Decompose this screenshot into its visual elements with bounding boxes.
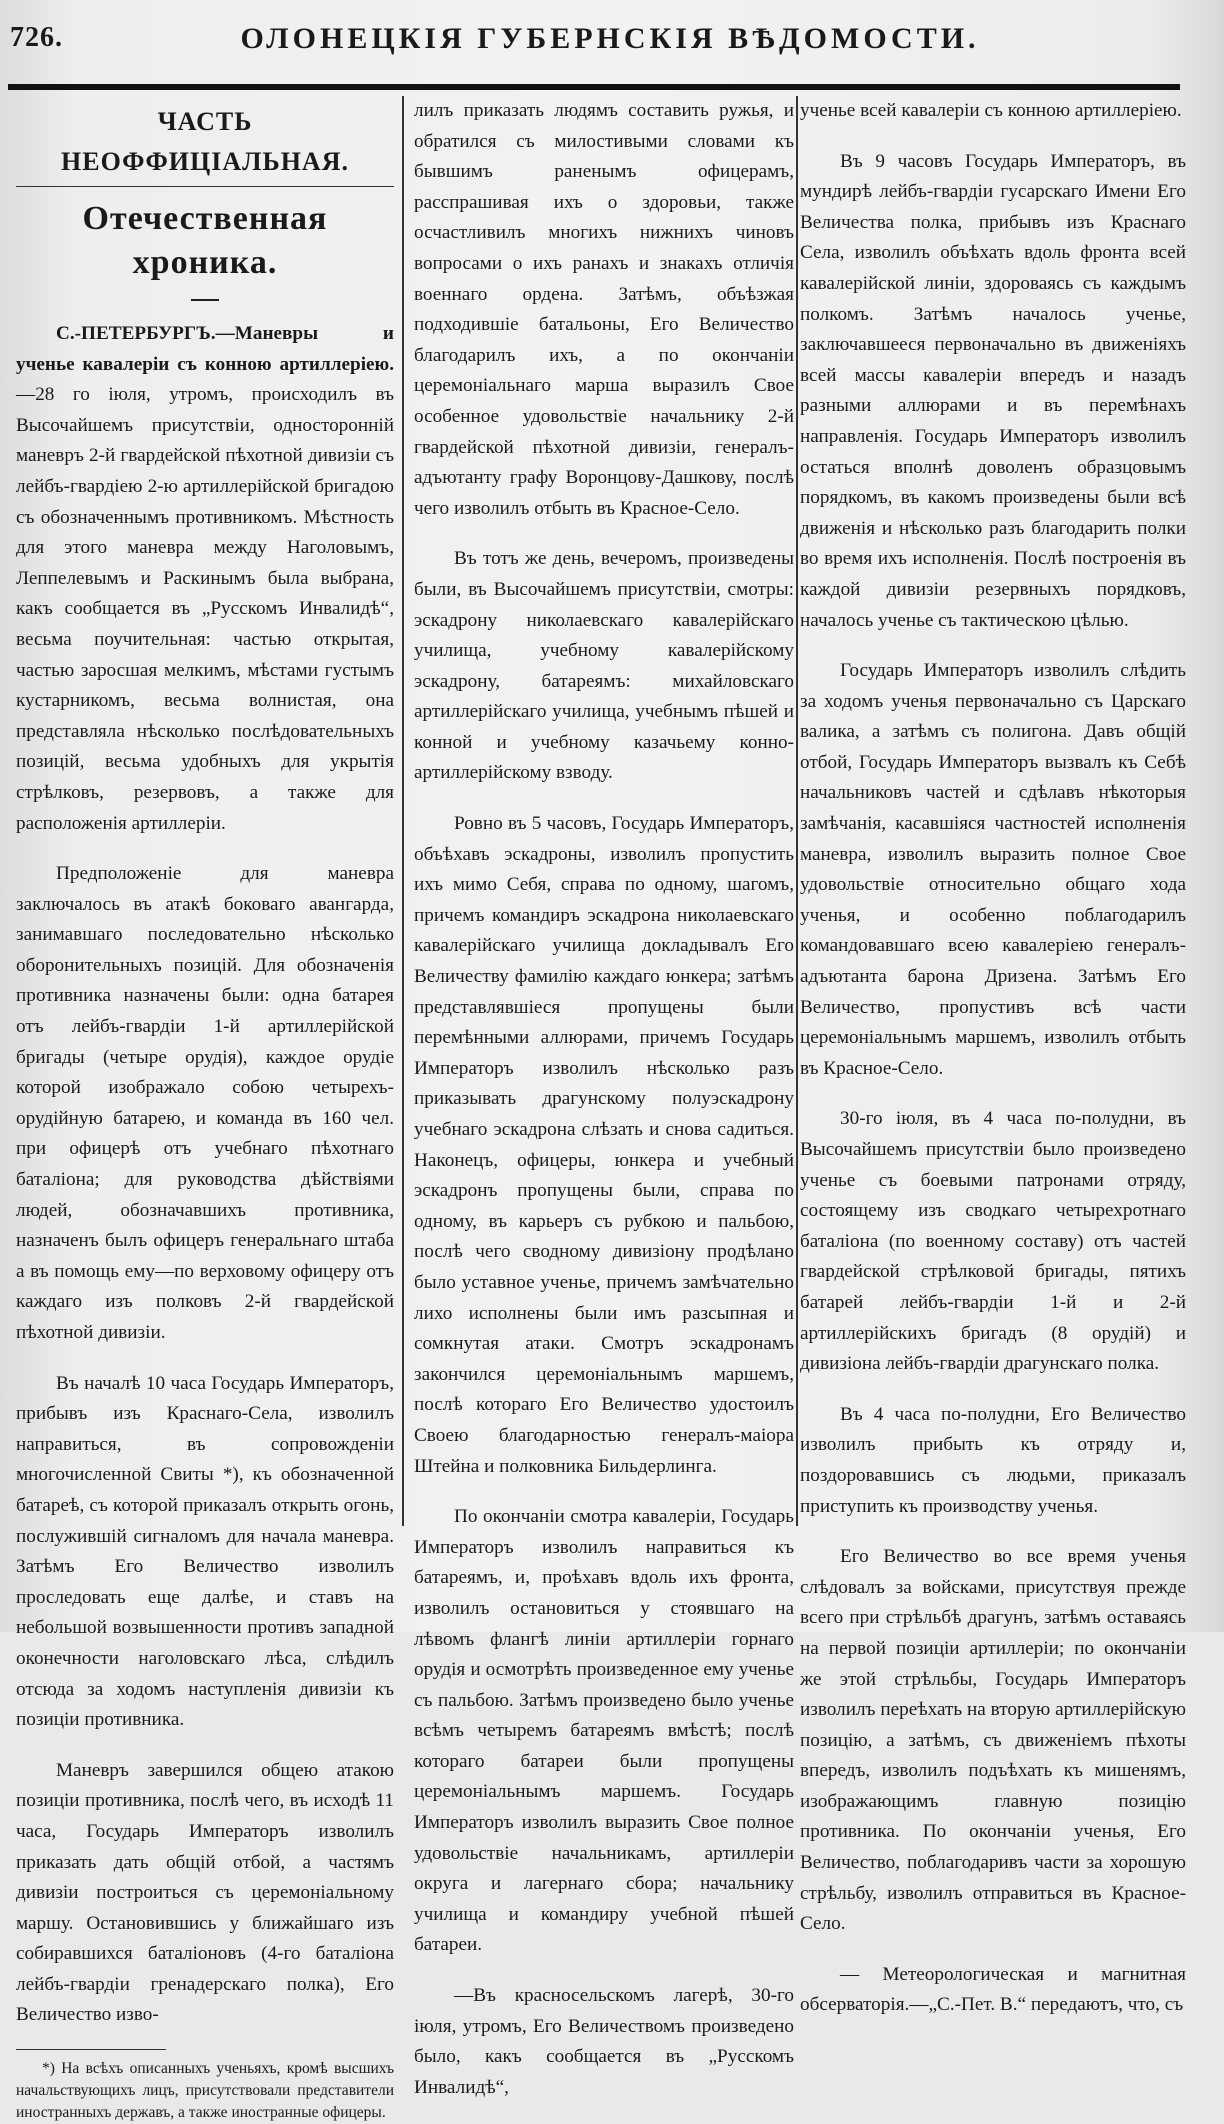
article-lead-text: —28 го іюля, утромъ, происходилъ въ Высочайшемъ присутствіи, односторонній маневръ 2-й гвардейской пѣхотной дивизіи съ лейбъ-гвардіею 2-ю артиллерійской бригадою съ обозначеннымъ противникомъ. Мѣстность для этого маневра между Наголовымъ, Леппелевымъ и Раскинымъ была выбрана, какъ сообщается въ „Русскомъ Инвалидѣ“, весьма поучительная: частью открытая, частью заросшая мелкимъ, мѣстами густымъ кустарникомъ, весьма волнистая, она представляла нѣсколько послѣдовательныхъ позицій, весьма удобныхъ для укрытія стрѣлковъ, резервовъ, а также для расположенія артиллеріи. (16, 384, 394, 834)
footnote: *) На всѣхъ описанныхъ ученьяхъ, кромѣ высшихъ начальствующихъ лицъ, присутствовали представители иностранныхъ державъ, а также иностранные офицеры. (16, 2060, 394, 2122)
newspaper-title: ОЛОНЕЦКІЯ ГУБЕРНСКІЯ ВѢДОМОСТИ. (240, 22, 980, 55)
rubric-heading: Отечественная хроника. (82, 200, 328, 281)
article-paragraph: ученье всей кавалеріи съ конною артиллеріею. (800, 100, 1182, 121)
article-paragraph: Государь Императоръ изволилъ слѣдить за ходомъ ученья первоначально съ Царскаго валика, а затѣмъ съ полигона. Давъ общій отбой, Государь Императоръ вызвалъ къ Себѣ начальниковъ частей и сдѣлавъ нѣкоторыя замѣчанія, касавшіяся частностей исполненія маневра, изволилъ выразить полное Свое удовольствіе относительно общаго хода ученья, и особенно поблагодарилъ командовавшаго всею кавалеріею генералъ-адъютанта барона Дризена. Затѣмъ Его Величество, пропустивъ всѣ части церемоніальнымъ маршемъ, изволилъ отбыть въ Красное-Село. (800, 660, 1186, 1079)
article-paragraph (16, 319, 394, 839)
article-paragraph: Въ 4 часа по-полудни, Его Величество изволилъ прибыть къ отряду и, поздоровавшись съ людьми, приказалъ приступить къ производству ученья. (800, 1403, 1186, 1517)
footnote-rule (16, 2049, 166, 2050)
page-number: 726. (10, 22, 63, 53)
article-paragraph: Его Величество во все время ученья слѣдовалъ за войсками, присутствуя прежде всего при стрѣльбѣ драгунъ, затѣмъ оставаясь на первой позиціи артиллеріи; по окончаніи же этой стрѣльбы, Государь Императоръ изволилъ переѣхать на вторую артиллерійскую позицію, а затѣмъ, съ движеніемъ пѣхоты впередъ, изволилъ подъѣхать къ мишенямъ, изображающимъ главную позицію противника. По окончаніи ученья, Его Величество, поблагодаривъ части за хорошую стрѣльбу, изволилъ отправиться въ Красное-Село. (800, 1546, 1186, 1935)
article-paragraph: Въ 9 часовъ Государь Императоръ, въ мундирѣ лейбъ-гвардіи гусарскаго Имени Его Величества полка, прибывъ изъ Краснаго Села, изволилъ объѣхать вдоль фронта всей кавалерійской линіи, здороваясь съ каждымъ полкомъ. Затѣмъ началось ученье, заключавшееся первоначально въ движеніяхъ всей массы кавалеріи впередъ и назадъ разными аллюрами и въ перемѣнахъ направленія. Государь Императоръ изволилъ остаться вполнѣ доволенъ образцовымъ порядкомъ, въ какомъ произведены были всѣ движенія и нѣсколько разъ благодарить полки во время ихъ исполненія. Послѣ построенія въ каждой дивизіи резервныхъ порядковъ, началось ученье съ тактическою цѣлью. (800, 150, 1186, 631)
column-1 (16, 96, 394, 2124)
article-lead: С.-ПЕТЕРБУРГЪ.—Маневры и ученье кавалеріи съ конною артиллеріею. (16, 323, 394, 375)
column-divider (796, 96, 798, 1526)
article-paragraph: лилъ приказать людямъ составить ружья, и обратился съ милостивыми словами къ бывшимъ раненымъ офицерамъ, расспрашивая ихъ о здоровьи, также осчастливилъ многихъ нижнихъ чиновъ вопросами о ихъ ранахъ и знакахъ отличія военнаго ордена. Затѣмъ, объѣзжая подходившіе батальоны, Его Величество благодарилъ ихъ, а по окончаніи церемоніальнаго марша выразилъ Свое особенное удовольствіе начальнику 2-й гвардейской пѣхотной дивизіи, генералъ-адъютанту графу Воронцову-Дашкову, послѣ чего изволилъ отбыть въ Красное-Село. (414, 100, 794, 519)
article-paragraph: Въ началѣ 10 часа Государь Императоръ, прибывъ изъ Краснаго-Села, изволилъ направиться, въ сопровожденіи многочисленной Свиты *), къ обозначенной батареѣ, съ которой приказалъ открыть огонь, послужившій сигналомъ для начала маневра. Затѣмъ Его Величество изволилъ проследовать еще далѣе, и ставъ на небольшой возвышенности противъ западной оконечности наголовскаго лѣса, слѣдилъ отсюда за ходомъ наступленія дивизіи къ позиціи противника. (16, 1372, 394, 1731)
article-paragraph: Маневръ завершился общею атакою позиціи противника, послѣ чего, въ исходѣ 11 часа, Государь Императоръ изволилъ приказать дать общій отбой, а частямъ дивизіи построиться съ церемоніальному маршу. Остановившись у ближайшаго изъ собиравшихся баталіоновъ (4-го баталіона лейбъ-гвардіи гренадерскаго полка), Его Величество изво- (16, 1759, 394, 2026)
column-3 (800, 96, 1186, 2021)
article-paragraph: —Въ красносельскомъ лагерѣ, 30-го іюля, утромъ, Его Величествомъ произведено было, какъ сообщается въ „Русскомъ Инвалидѣ“, (414, 1985, 794, 2098)
article-paragraph: Въ тотъ же день, вечеромъ, произведены были, въ Высочайшемъ присутствіи, смотры: эскадрону николаевскаго кавалерійскаго училища, учебному кавалерійскому эскадрону, батареямъ: михайловскаго артиллерійскаго училища, учебнымъ пѣшей и конной и учебному казачьему конно-артиллерійскому взводу. (414, 548, 794, 784)
masthead-rule (8, 84, 1180, 90)
section-rule (16, 186, 394, 187)
column-2 (414, 96, 794, 2103)
article-paragraph: — Метеорологическая и магнитная обсерваторія.—„С.-Пет. В.“ передаютъ, что, съ (800, 1963, 1186, 2016)
article-paragraph: Предположеніе для маневра заключалось въ атакѣ боковаго авангарда, занимавшаго последовательно нѣсколько оборонительныхъ позицій. Для обозначенія противника назначены были: одна батарея отъ лейбъ-гвардіи 1-й артиллерійской бригады (четыре орудія), каждое орудіе которой изображало собою четырехъ-орудійную батарею, и команда въ 160 чел. при офицерѣ отъ учебнаго пѣхотнаго баталіона; для руководства дѣйствіями людей, обозначавшихъ противника, назначенъ былъ офицеръ генеральнаго штаба а въ помощь ему—по верховому офицеру отъ каждаго изъ полковъ 2-й гвардейской пѣхотной дивизіи. (16, 863, 394, 1343)
article-paragraph: По окончаніи смотра кавалеріи, Государь Императоръ изволилъ направиться къ батареямъ, и, проѣхавъ вдоль ихъ фронта, изволилъ остановиться у стоявшаго на лѣвомъ флангѣ линіи артиллеріи горнаго орудія и осмотрѣть произведенное ему ученье съ пальбою. Затѣмъ произведено было ученье всѣмъ четыремъ батареямъ вмѣстѣ; послѣ котораго батареи были пропущены церемоніальнымъ маршемъ. Государь Императоръ изволилъ выразить Свое полное удовольствіе начальникамъ, артиллеріи округа и лагернаго сбора; начальнику училища и командиру учебной пѣшей батареи. (414, 1506, 794, 1956)
column-divider (402, 96, 404, 1526)
article-paragraph: Ровно въ 5 часовъ, Государь Императоръ, объѣхавъ эскадроны, изволилъ пропустить ихъ мимо Себя, справа по одному, шагомъ, причемъ командиръ эскадрона николаевскаго кавалерійскаго училища докладывалъ Его Величеству фамилію каждаго юнкера; затѣмъ представлявшіеся пропущены были перемѣнными аллюрами, причемъ Государь Императоръ изволилъ нѣсколько разъ приказывать драгунскому полуэскадрону учебнаго эскадрона слѣзать и снова садиться. Наконецъ, офицеры, юнкера и учебный эскадронъ пропущены были, справа по одному, въ карьеръ съ рубкою и пальбою, послѣ чего сводному дивизіону продѣлано было уставное ученье, причемъ замѣчательно лихо исполнены были имъ разсыпная и сомкнутая атаки. Смотръ эскадронамъ закончился церемоніальнымъ маршемъ, послѣ котораго Его Величество удостоилъ Своею благодарностью генералъ-маіора Штейна и полковника Бильдерлинга. (414, 813, 794, 1477)
article-paragraph: 30-го іюля, въ 4 часа по-полудни, въ Высочайшемъ присутствіи было произведено ученье съ боевыми патронами отряду, состоящему изъ сводкаго четырехротнаго баталіона (по военному составу) отъ частей гвардейской стрѣлковой бригады, пятихъ батарей лейбъ-гвардіи 1-й и 2-й артиллерійскихъ бригадъ (8 орудій) и дивизіона лейбъ-гвардіи драгунскаго полка. (800, 1108, 1186, 1375)
section-title: ЧАСТЬ НЕОФФИЦІАЛЬНАЯ. (61, 107, 349, 176)
separator-dash (191, 299, 219, 301)
masthead (0, 0, 1224, 88)
